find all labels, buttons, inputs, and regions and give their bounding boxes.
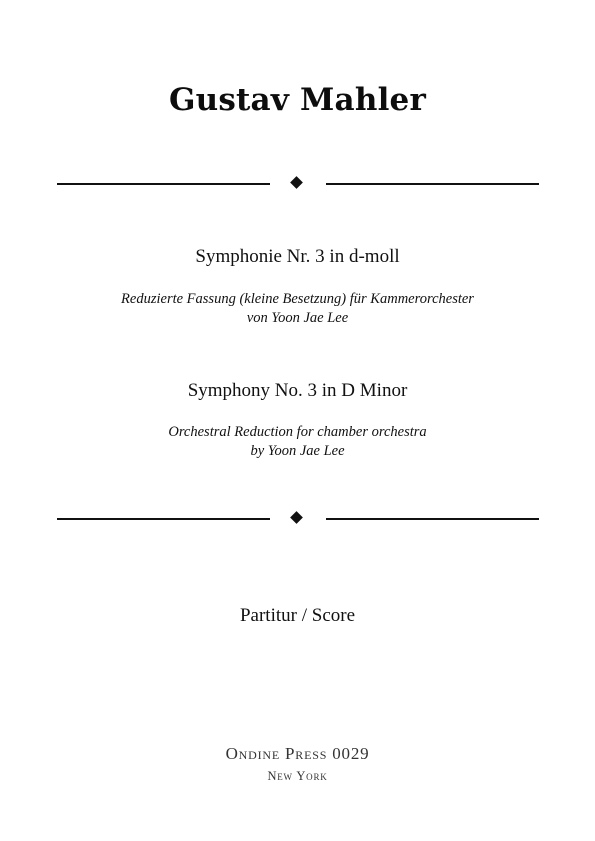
- english-subtitle-line2: by Yoon Jae Lee: [250, 443, 345, 459]
- english-subtitle: [0, 423, 595, 461]
- divider-line-right: [326, 183, 539, 185]
- divider-line-right: [326, 518, 539, 520]
- diamond-ornament-icon: [290, 176, 303, 189]
- divider-line-left: [57, 183, 270, 185]
- diamond-ornament-icon: [290, 511, 303, 524]
- score-label: Partitur / Score: [239, 605, 356, 626]
- divider-line-left: [57, 518, 270, 520]
- top-divider: [57, 177, 539, 191]
- composer-name: Gustav Mahler: [168, 82, 427, 118]
- english-title: Symphony No. 3 in D Minor: [187, 380, 408, 401]
- german-subtitle-line2: von Yoon Jae Lee: [246, 310, 349, 326]
- publisher-city: New York: [267, 769, 328, 783]
- publisher-name: Ondine Press 0029: [225, 744, 370, 763]
- bottom-divider: [57, 512, 539, 526]
- german-subtitle-line1: Reduzierte Fassung (kleine Besetzung) für Kammerorchester: [121, 291, 474, 307]
- english-subtitle-line1: Orchestral Reduction for chamber orchestra: [168, 424, 427, 440]
- german-title: Symphonie Nr. 3 in d-moll: [195, 246, 400, 267]
- german-subtitle: [0, 290, 595, 328]
